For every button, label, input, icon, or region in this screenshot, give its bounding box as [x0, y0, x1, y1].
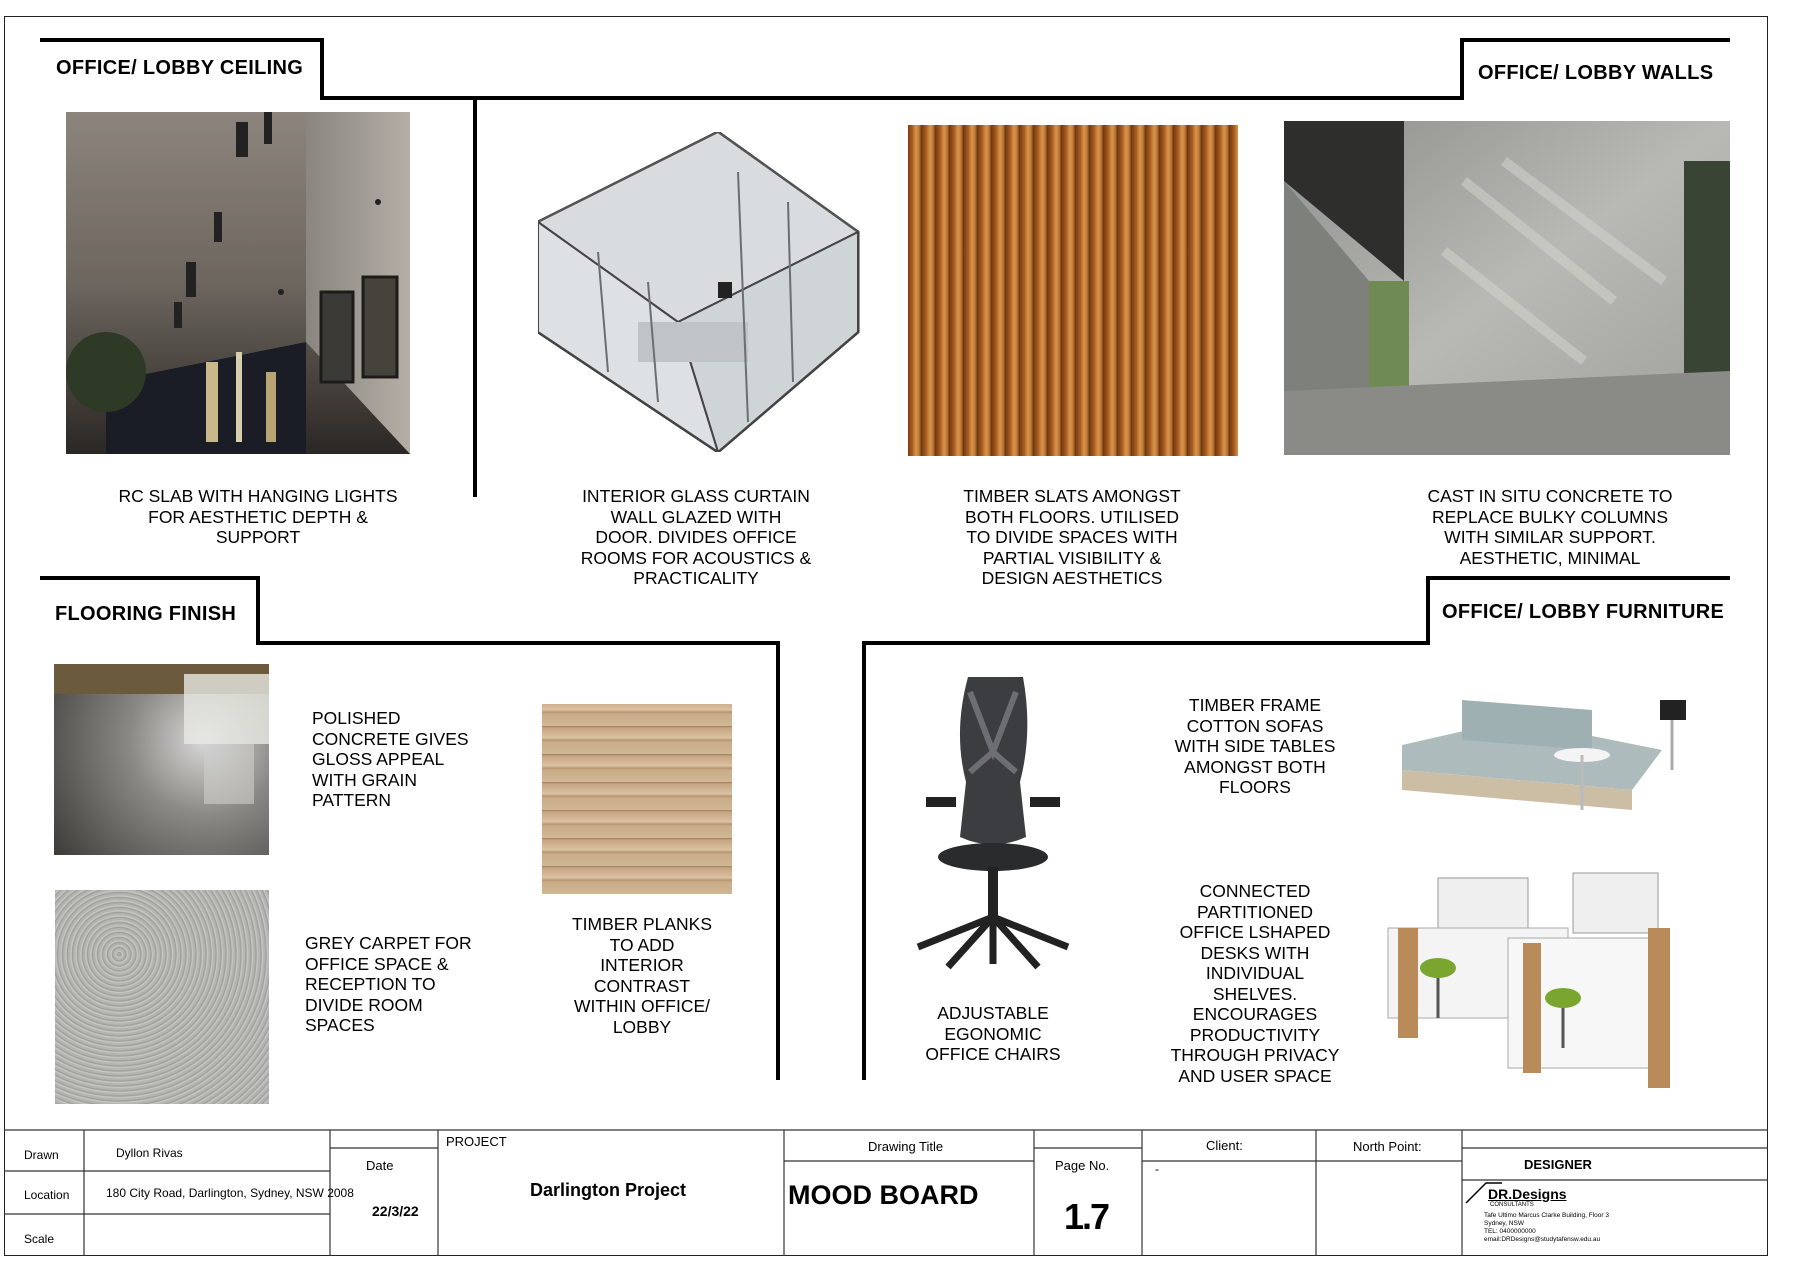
address-line-1: Tafe Ultimo Marcus Clarke Building, Floor 3: [1484, 1212, 1609, 1219]
glass-caption: INTERIOR GLASS CURTAIN WALL GLAZED WITH DOOR. DIVIDES OFFICE ROOMS FOR ACOUSTICS & PRACTICALITY: [580, 486, 812, 588]
planks-caption: TIMBER PLANKS TO ADD INTERIOR CONTRAST WITHIN OFFICE/ LOBBY: [571, 914, 713, 1037]
desk-caption: CONNECTED PARTITIONED OFFICE LSHAPED DESKS WITH INDIVIDUAL SHELVES. ENCOURAGES PRODUCTIVITY THROUGH PRIVACY AND USER SPACE: [1170, 881, 1340, 1086]
address-line-4: email:DRDesigns@studytafensw.edu.au: [1484, 1236, 1601, 1243]
address-line-2: Sydney, NSW: [1484, 1220, 1524, 1227]
walls-heading: OFFICE/ LOBBY WALLS: [1478, 62, 1714, 84]
date-label: Date: [366, 1158, 394, 1173]
furniture-heading: OFFICE/ LOBBY FURNITURE: [1442, 601, 1725, 623]
north-point-label: North Point:: [1353, 1139, 1422, 1154]
drawn-label: Drawn: [24, 1148, 59, 1162]
ceiling-heading: OFFICE/ LOBBY CEILING: [56, 57, 304, 79]
carpet-caption: GREY CARPET FOR OFFICE SPACE & RECEPTION TO DIVIDE ROOM SPACES: [305, 933, 472, 1035]
client-label: Client:: [1206, 1138, 1243, 1153]
sofa-caption: TIMBER FRAME COTTON SOFAS WITH SIDE TABLES AMONGST BOTH FLOORS: [1174, 695, 1336, 797]
project-value: Darlington Project: [530, 1180, 687, 1200]
drawn-value: Dyllon Rivas: [116, 1146, 183, 1160]
page-label: Page No.: [1055, 1158, 1110, 1173]
polished-concrete-caption: POLISHED CONCRETE GIVES GLOSS APPEAL WITH GRAIN PATTERN: [312, 708, 469, 810]
address-line-3: TEL: 0400000000: [1484, 1228, 1536, 1235]
slab-caption: RC SLAB WITH HANGING LIGHTS FOR AESTHETIC DEPTH & SUPPORT: [118, 486, 398, 547]
location-value: 180 City Road, Darlington, Sydney, NSW 2008: [106, 1186, 354, 1200]
project-label: PROJECT: [446, 1134, 507, 1149]
location-label: Location: [24, 1188, 70, 1202]
logo-subtext: CONSULTANTS: [1490, 1202, 1534, 1208]
flooring-heading: FLOORING FINISH: [55, 603, 237, 625]
designer-label: DESIGNER: [1524, 1157, 1592, 1172]
date-value: 22/3/22: [372, 1203, 419, 1219]
logo-text: DR.Designs: [1488, 1186, 1567, 1202]
concrete-caption: CAST IN SITU CONCRETE TO REPLACE BULKY COLUMNS WITH SIMILAR SUPPORT. AESTHETIC, MINIMAL: [1427, 486, 1673, 568]
chair-caption: ADJUSTABLE EGONOMIC OFFICE CHAIRS: [925, 1003, 1061, 1064]
designer-address: [1484, 1212, 1609, 1244]
page-value: 1.7: [1064, 1196, 1109, 1237]
client-value: -: [1155, 1162, 1159, 1176]
drawing-title-value: MOOD BOARD: [788, 1180, 979, 1210]
drawing-title-label: Drawing Title: [868, 1139, 944, 1154]
scale-label: Scale: [24, 1232, 55, 1246]
timber-caption: TIMBER SLATS AMONGST BOTH FLOORS. UTILISED TO DIVIDE SPACES WITH PARTIAL VISIBILITY & DESIGN AESTHETICS: [963, 486, 1181, 588]
